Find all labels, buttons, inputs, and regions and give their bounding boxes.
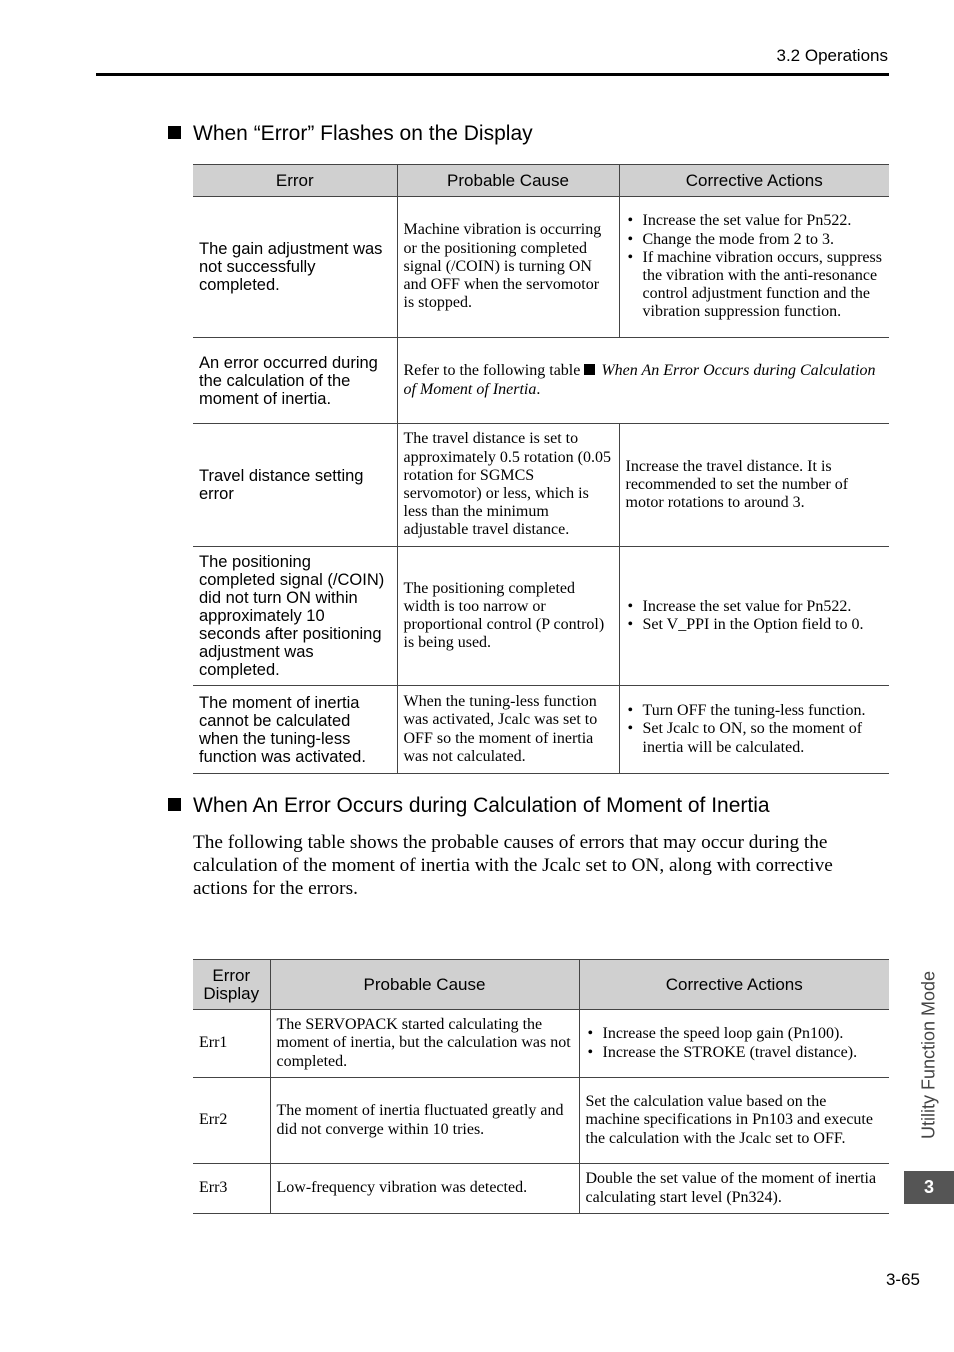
error-cell: The moment of inertia cannot be calculated when the tuning-less function was activated. xyxy=(193,686,397,774)
column-header-error-display: Error Display xyxy=(193,960,270,1010)
action-item: • Increase the set value for Pn522. xyxy=(626,598,884,616)
refer-cell xyxy=(397,338,889,424)
error-flash-table xyxy=(193,164,889,774)
square-bullet-icon xyxy=(584,364,595,375)
action-item: • Set V_PPI in the Option field to 0. xyxy=(626,616,884,634)
table-header-row xyxy=(193,960,889,1010)
table-row xyxy=(193,1010,889,1078)
error-cell: Travel distance setting error xyxy=(193,424,397,547)
inertia-error-table xyxy=(193,959,889,1214)
actions-cell xyxy=(619,547,889,686)
cause-cell: Low-frequency vibration was detected. xyxy=(270,1164,579,1214)
cause-cell: The positioning completed width is too narrow or proportional control (P control) is being used. xyxy=(397,547,619,686)
error-code-cell: Err1 xyxy=(193,1010,270,1078)
table-row xyxy=(193,547,889,686)
action-item: • Change the mode from 2 to 3. xyxy=(626,231,884,249)
section-heading-error-flashes xyxy=(168,122,533,146)
table-row xyxy=(193,338,889,424)
action-item: • Set Jcalc to ON, so the moment of inertia will be calculated. xyxy=(626,720,884,756)
section-heading-inertia-error xyxy=(168,794,770,818)
cause-cell: The SERVOPACK started calculating the moment of inertia, but the calculation was not completed. xyxy=(270,1010,579,1078)
table-header-row xyxy=(193,165,889,197)
page-number: 3-65 xyxy=(885,1270,920,1289)
error-cell: The gain adjustment was not successfully completed. xyxy=(193,197,397,338)
actions-cell xyxy=(579,1010,889,1078)
actions-cell: Double the set value of the moment of inertia calculating start level (Pn324). xyxy=(579,1164,889,1214)
chapter-side-label: Utility Function Mode xyxy=(918,970,939,1140)
cause-cell: Machine vibration is occurring or the positioning completed signal (/COIN) is turning ON and OFF when the servomotor is stopped. xyxy=(397,197,619,338)
square-bullet-icon xyxy=(168,126,181,139)
actions-cell: Increase the travel distance. It is recommended to set the number of motor rotations to around 3. xyxy=(619,424,889,547)
column-header-cause: Probable Cause xyxy=(397,165,619,197)
section-cross-reference: When An Error Occurs during Calculation of Moment of Inertia xyxy=(403,362,876,398)
section-heading-text: When “Error” Flashes on the Display xyxy=(193,122,533,145)
square-bullet-icon xyxy=(168,798,181,811)
error-cell: The positioning completed signal (/COIN) did not turn ON within approximately 10 seconds after positioning adjustment was completed. xyxy=(193,547,397,686)
column-header-cause: Probable Cause xyxy=(270,960,579,1010)
cause-cell: When the tuning-less function was activated, Jcalc was set to OFF so the moment of inertia was not calculated. xyxy=(397,686,619,774)
actions-cell: Set the calculation value based on the machine specifications in Pn103 and execute the calculation with the Jcalc set to OFF. xyxy=(579,1078,889,1164)
action-item: • If machine vibration occurs, suppress the vibration with the anti-resonance control adjustment function and the vibration suppression function. xyxy=(626,249,884,322)
table-row xyxy=(193,1164,889,1214)
running-header: 3.2 Operations xyxy=(776,46,888,65)
error-cell: An error occurred during the calculation of the moment of inertia. xyxy=(193,338,397,424)
chapter-tab: 3 xyxy=(904,1171,954,1204)
table-row xyxy=(193,1078,889,1164)
actions-cell xyxy=(619,197,889,338)
action-item: • Turn OFF the tuning-less function. xyxy=(626,702,884,720)
error-code-cell: Err2 xyxy=(193,1078,270,1164)
cause-cell: The moment of inertia fluctuated greatly and did not converge within 10 tries. xyxy=(270,1078,579,1164)
action-item: • Increase the STROKE (travel distance). xyxy=(586,1044,884,1062)
section-heading-text: When An Error Occurs during Calculation of Moment of Inertia xyxy=(193,794,770,817)
cause-cell: The travel distance is set to approximately 0.5 rotation (0.05 rotation for SGMCS servomotor) or less, which is less than the minimum adjustable travel distance. xyxy=(397,424,619,547)
table-row xyxy=(193,686,889,774)
column-header-actions: Corrective Actions xyxy=(579,960,889,1010)
action-item: • Increase the speed loop gain (Pn100). xyxy=(586,1025,884,1043)
refer-suffix: . xyxy=(536,380,541,398)
actions-cell xyxy=(619,686,889,774)
column-header-actions: Corrective Actions xyxy=(619,165,889,197)
table-row xyxy=(193,197,889,338)
table-row xyxy=(193,424,889,547)
header-rule xyxy=(96,73,889,76)
error-code-cell: Err3 xyxy=(193,1164,270,1214)
action-item: • Increase the set value for Pn522. xyxy=(626,212,884,230)
column-header-error: Error xyxy=(193,165,397,197)
refer-text: Refer to the following table xyxy=(403,362,585,380)
intro-paragraph: The following table shows the probable causes of errors that may occur during the calculation of the moment of inertia with the Jcalc set to ON, along with corrective actions for the errors. xyxy=(193,832,833,899)
